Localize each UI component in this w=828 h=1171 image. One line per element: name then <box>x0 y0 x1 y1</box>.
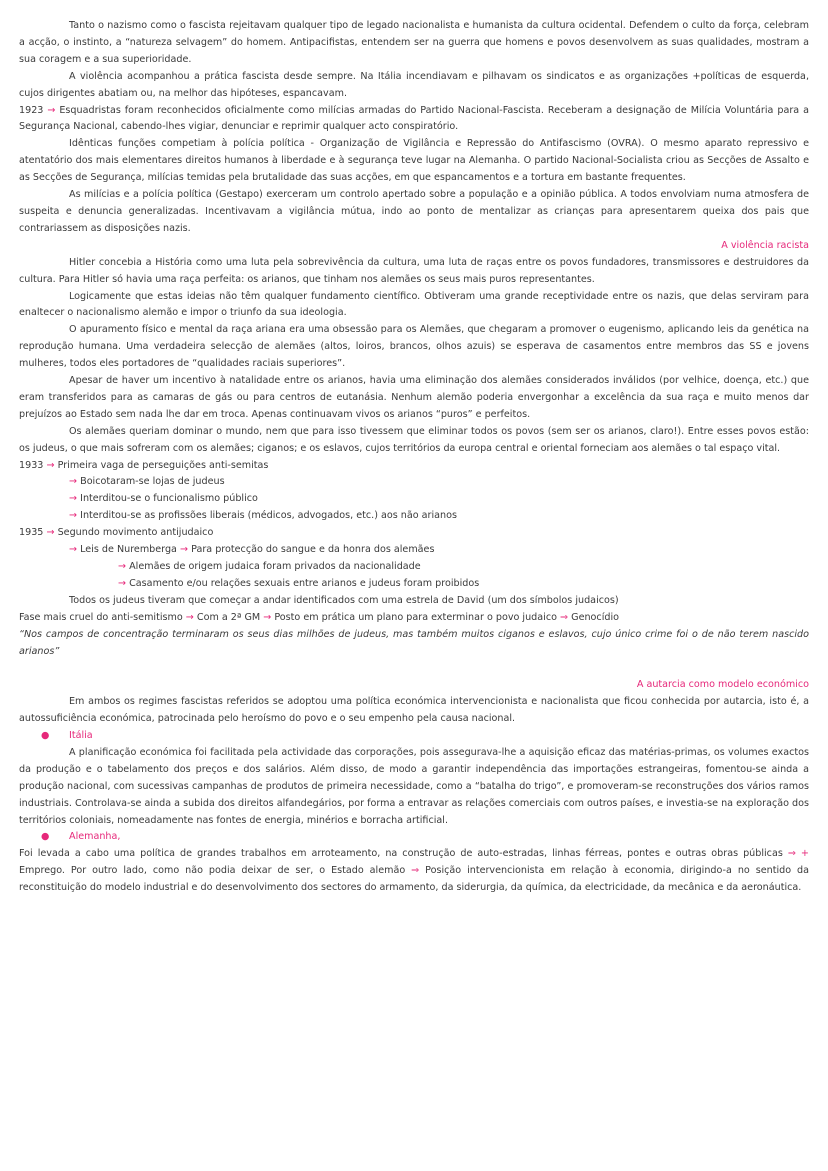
entry-text: Para protecção do sangue e da honra dos alemães <box>191 544 435 556</box>
entry-text: Posto em prática um plano para exterminar o povo judaico <box>274 611 557 623</box>
entry-text: Com a 2ª GM <box>196 611 261 623</box>
arrow-icon: → <box>69 510 78 522</box>
entry-text: Alemães de origem judaica foram privados da nacionalidade <box>129 561 421 572</box>
paragraph: Todos os judeus tiveram que começar a andar identificados com uma estrela de David (um dos símbolos judaicos) <box>69 594 619 606</box>
bullet-item <box>19 728 809 745</box>
timeline-subitem <box>19 474 809 491</box>
arrow-icon: → <box>263 611 272 623</box>
arrow-icon: → <box>47 104 56 116</box>
paragraph <box>19 846 809 897</box>
entry-text: Leis de Nuremberga <box>80 544 177 556</box>
paragraph: Hitler concebia a História como uma luta pela sobrevivência da cultura, uma luta de raças entre os povos fundadores, transmissores e destruidores da cultura. Para Hitler só havia uma raça perfeita: os arianos, que tinham nos alemães os seus mais puros representantes. <box>19 256 809 285</box>
paragraph: Idênticas funções competiam à polícia política - Organização de Vigilância e Repressão do Antifascismo (OVRA). O mesmo aparato repressivo e atentatório dos mais elementares direitos humanos à liberdade e à segurança teve lugar na Alemanha. O partido Nacional-Socialista criou as Secções de Assalto e as Secções de Segurança, milícias temidas pela brutalidade das suas acções, em que espancamentos e a tortura em bastante frequentes. <box>19 138 809 184</box>
entry-text: Segundo movimento antijudaico <box>57 527 214 539</box>
entry-text: Interditou-se o funcionalismo público <box>80 493 258 505</box>
arrow-icon: → <box>185 611 194 623</box>
paragraph: Os alemães queriam dominar o mundo, nem que para isso tivessem que eliminar todos os povos (sem ser os arianos, claro!). Entre esses povos estão: os judeus, o que mais sofreram com os alemães; ciganos; e os eslavos, cujos territórios da europa central e oriental forneciam aos alemães o tal espaço vital. <box>19 425 809 454</box>
document-page <box>19 18 809 897</box>
bullet-icon: ● <box>41 730 50 742</box>
double-arrow-icon: ⇒ <box>560 611 569 623</box>
entry-text: Fase mais cruel do anti-semitismo <box>19 611 183 623</box>
timeline-subitem <box>19 576 809 593</box>
spacer <box>19 660 809 677</box>
paragraph-text: Esquadristas foram reconhecidos oficialmente como milícias armadas do Partido Nacional-Fascista. Receberam a designação de Milícia Voluntária para a Segurança Nacional, cabendo-lhes vigiar, denunciar e reprimir qualquer acto conspiratório. <box>19 104 809 133</box>
entry-text: Genocídio <box>571 611 619 623</box>
section-heading: A violência racista <box>721 239 809 251</box>
bullet-label: Itália <box>69 730 93 742</box>
timeline-subitem <box>19 559 809 576</box>
paragraph-text: Posição intervencionista em relação à economia, dirigindo-a no sentido da reconstituição do modelo industrial e do desenvolvimento dos sectores do armamento, da siderurgia, da química, da electricidade, da mecânica e da aeronáutica. <box>19 865 809 894</box>
year-label: 1923 <box>19 104 44 116</box>
arrow-icon: → <box>118 577 127 589</box>
section-heading: A autarcia como modelo económico <box>636 679 809 691</box>
paragraph: A planificação económica foi facilitada pela actividade das corporações, pois assegurava-lhe a aquisição eficaz das matérias-primas, os volumes exactos da produção e o tabelamento dos preços e dos salários. Além disso, de modo a garantir independência das importações estrangeiras, fomentou-se ainda a produção nacional, com sucessivas campanhas de produtos de primeira necessidade, como a “batalha do trigo”, e promoveram-se reconstruções dos vários ramos industriais. Controlava-se ainda a subida dos direitos alfandegários, por forma a entravar as relações comerciais com outros países, e investia-se na exploração dos territórios coloniais, nomeadamente nas fontes de energia, minérios e borracha artificial. <box>19 746 809 826</box>
summary-line <box>19 610 809 627</box>
paragraph: O apuramento físico e mental da raça ariana era uma obsessão para os Alemães, que chegaram a promover o eugenismo, aplicando leis da genética na reprodução humana. Uma verdadeira selecção de alemães (altos, loiros, brancos, olhos azuis) se esperava de casamentos entre membros das SS e jovens mulheres, todos eles portadores de “qualidades raciais superiores”. <box>19 324 809 370</box>
double-arrow-icon: ⇒ <box>787 848 796 860</box>
paragraph: Apesar de haver um incentivo à natalidade entre os arianos, havia uma eliminação dos alemães considerados inválidos (por velhice, doença, etc.) que eram transferidos para as camaras de gás ou para centros de eutanásia. Nenhum alemão poderia envergonhar a excelência da sua raça e muito menos dar prejuízos ao Estado sem nada lhe dar em troca. Apenas continuavam vivos os arianos “puros” e perfeitos. <box>19 375 809 420</box>
paragraph-text: Foi levada a cabo uma política de grandes trabalhos em arroteamento, na construção de auto-estradas, linhas férreas, pontes e outras obras públicas <box>19 848 783 860</box>
plus-sign: + <box>800 848 809 860</box>
entry-text: Primeira vaga de perseguições anti-semitas <box>57 459 269 471</box>
paragraph-text: Emprego. Por outro lado, como não podia deixar de ser, o Estado alemão <box>19 865 406 877</box>
arrow-icon: → <box>69 544 78 556</box>
arrow-icon: → <box>69 476 78 488</box>
timeline-subitem <box>19 491 809 508</box>
timeline-subitem <box>19 542 809 559</box>
entry-text: Interditou-se as profissões liberais (médicos, advogados, etc.) aos não arianos <box>80 510 457 522</box>
timeline-subitem <box>19 508 809 525</box>
arrow-icon: → <box>118 561 127 572</box>
timeline-entry <box>19 525 809 542</box>
year-label: 1935 <box>19 527 44 539</box>
paragraph <box>19 103 809 137</box>
paragraph: As milícias e a polícia política (Gestapo) exerceram um controlo apertado sobre a população e a opinião pública. A todos envolviam numa atmosfera de suspeita e denuncia generalizadas. Incentivavam a vigilância mútua, indo ao ponto de mentalizar as crianças para apresentarem queixa dos pais que contrariassem as disposições nazis. <box>19 189 809 234</box>
entry-text: Casamento e/ou relações sexuais entre arianos e judeus foram proibidos <box>129 577 480 589</box>
timeline-entry <box>19 458 809 475</box>
quote: “Nos campos de concentração terminaram os seus dias milhões de judeus, mas também muitos ciganos e eslavos, cujo único crime foi o de não terem nascido arianos” <box>19 628 809 657</box>
bullet-label: Alemanha, <box>69 831 121 843</box>
arrow-icon: → <box>69 493 78 505</box>
bullet-icon: ● <box>41 831 50 843</box>
arrow-icon: → <box>46 459 55 471</box>
entry-text: Boicotaram-se lojas de judeus <box>80 476 225 488</box>
year-label: 1933 <box>19 459 44 471</box>
double-arrow-icon: ⇒ <box>411 865 420 877</box>
paragraph: Tanto o nazismo como o fascista rejeitavam qualquer tipo de legado nacionalista e humanista da cultura ocidental. Defendem o culto da força, celebram a acção, o instinto, a “natureza selvagem” do homem. Antipacifistas, entendem ser na guerra que homens e povos desenvolvem as suas qualidades, mostram a sua coragem e a sua superioridade. <box>19 20 809 65</box>
arrow-icon: → <box>179 544 189 556</box>
arrow-icon: → <box>46 527 55 539</box>
paragraph: Logicamente que estas ideias não têm qualquer fundamento científico. Obtiveram uma grande receptividade entre os nazis, que delas serviram para enaltecer o nacionalismo alemão e impor o triunfo da sua ideologia. <box>19 290 809 319</box>
bullet-item <box>19 829 809 846</box>
paragraph: A violência acompanhou a prática fascista desde sempre. Na Itália incendiavam e pilhavam os sindicatos e as organizações +políticas de esquerda, cujos dirigentes abatiam ou, na melhor das hipóteses, espancavam. <box>19 70 809 99</box>
paragraph: Em ambos os regimes fascistas referidos se adoptou uma política económica intervencionista e nacionalista que ficou conhecida por autarcia, isto é, a autossuficiência económica, patrocinada pelo heroísmo do povo e o seu empenho pela causa nacional. <box>19 696 809 725</box>
